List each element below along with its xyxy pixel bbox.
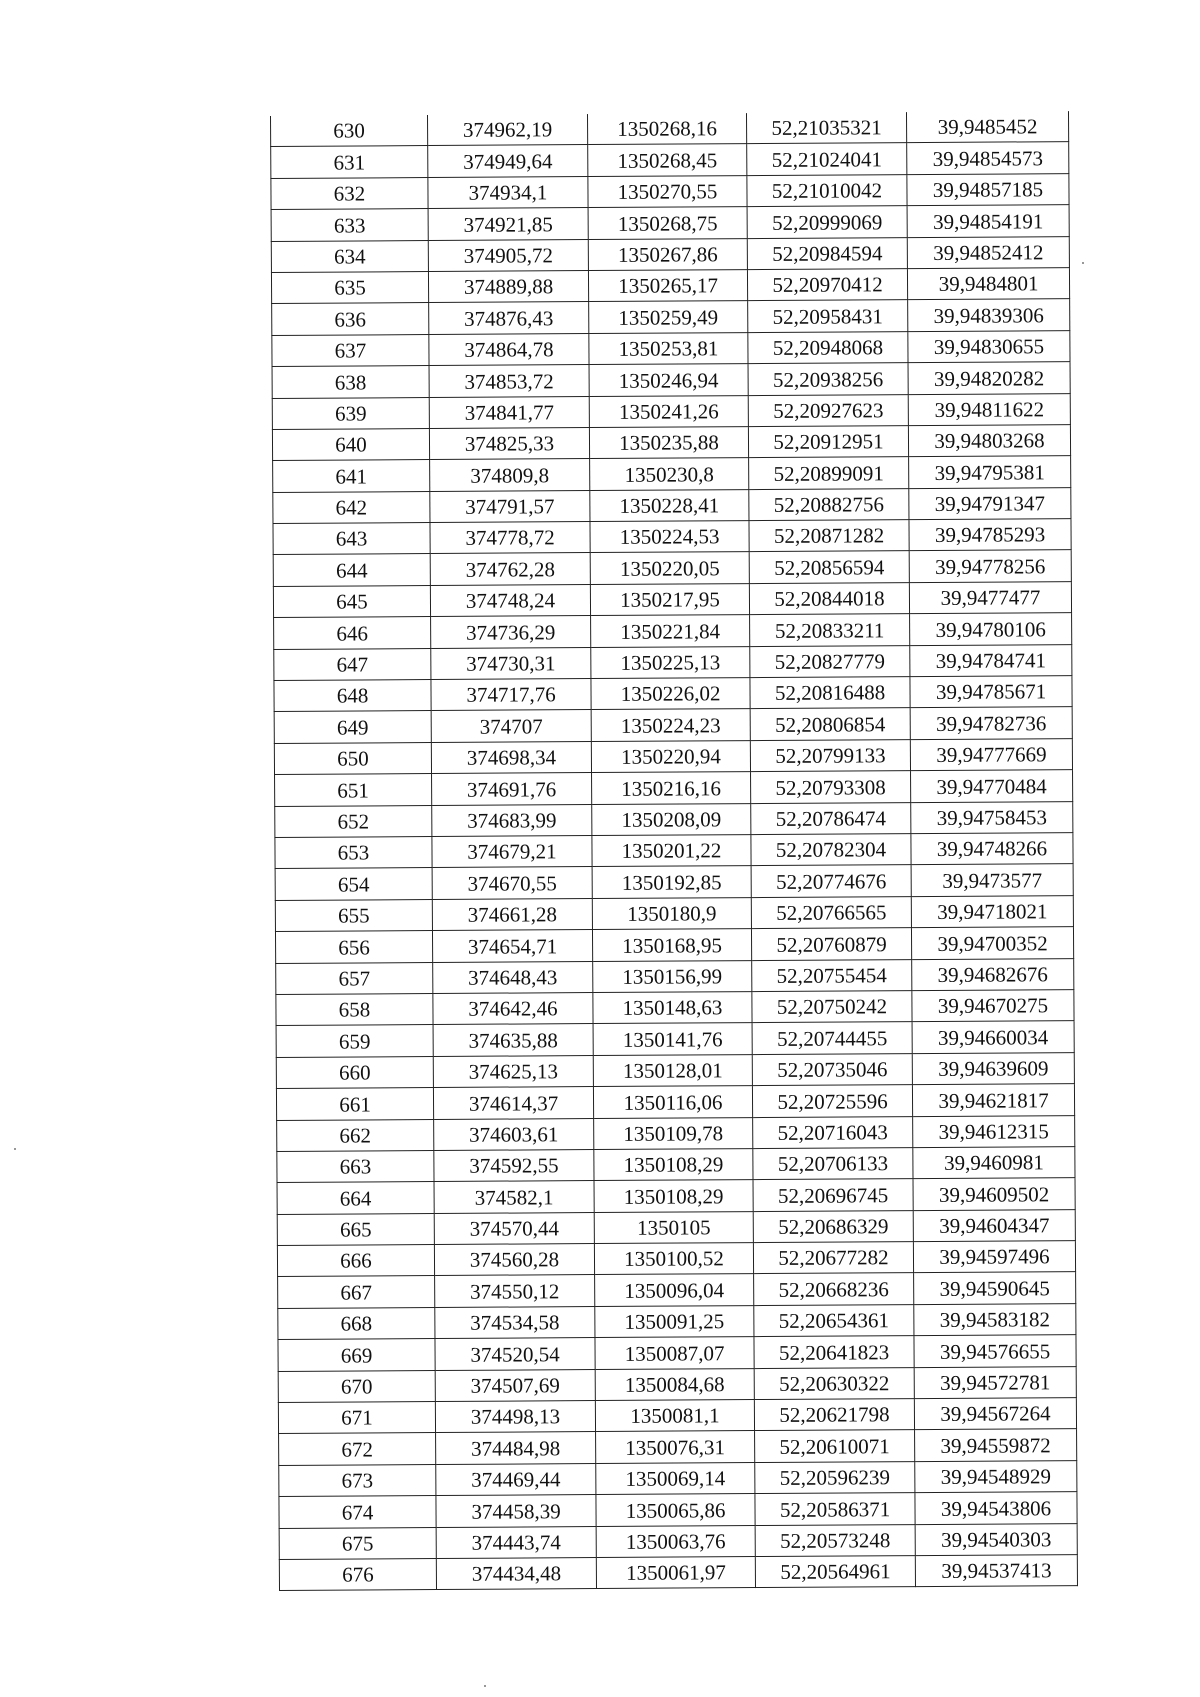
x-coordinate-cell: 374507,69 <box>435 1369 595 1401</box>
point-number-cell: 671 <box>278 1402 435 1434</box>
longitude-cell: 39,9484801 <box>907 268 1069 300</box>
longitude-cell: 39,9473577 <box>911 864 1073 896</box>
point-number-cell: 644 <box>273 554 430 586</box>
y-coordinate-cell: 1350156,99 <box>593 960 752 992</box>
point-number-cell: 636 <box>272 303 429 335</box>
point-number-cell: 632 <box>271 177 428 209</box>
x-coordinate-cell: 374520,54 <box>435 1338 595 1370</box>
x-coordinate-cell: 374570,44 <box>434 1212 594 1244</box>
latitude-cell: 52,20755454 <box>752 959 912 991</box>
table-row <box>273 519 1071 555</box>
table-row <box>279 1555 1077 1591</box>
x-coordinate-cell: 374707 <box>431 710 591 742</box>
point-number-cell: 655 <box>275 899 432 931</box>
point-number-cell: 640 <box>272 428 429 460</box>
latitude-cell: 52,20596239 <box>755 1461 915 1493</box>
latitude-cell: 52,21024041 <box>747 143 907 175</box>
x-coordinate-cell: 374748,24 <box>430 584 590 616</box>
table-row <box>277 1115 1075 1151</box>
x-coordinate-cell: 374864,78 <box>429 333 589 365</box>
table-row <box>277 1178 1075 1214</box>
point-number-cell: 648 <box>274 680 431 712</box>
longitude-cell: 39,94791347 <box>909 487 1071 519</box>
y-coordinate-cell: 1350270,55 <box>588 175 747 207</box>
coordinates-table <box>270 111 1078 1591</box>
longitude-cell: 39,94839306 <box>908 299 1070 331</box>
latitude-cell: 52,20621798 <box>754 1399 914 1431</box>
x-coordinate-cell: 374934,1 <box>428 176 588 208</box>
latitude-cell: 52,20668236 <box>754 1273 914 1305</box>
point-number-cell: 658 <box>276 993 433 1025</box>
table-row <box>271 111 1069 147</box>
x-coordinate-cell: 374434,48 <box>436 1558 596 1590</box>
longitude-cell: 39,94785671 <box>910 676 1072 708</box>
latitude-cell: 52,21035321 <box>746 112 906 144</box>
table-row <box>276 1084 1074 1120</box>
table-row <box>272 299 1070 335</box>
x-coordinate-cell: 374717,76 <box>431 679 591 711</box>
scan-speck <box>1082 262 1084 264</box>
latitude-cell: 52,20735046 <box>752 1053 912 1085</box>
table-row <box>278 1303 1076 1339</box>
latitude-cell: 52,20927623 <box>748 394 908 426</box>
x-coordinate-cell: 374484,98 <box>436 1432 596 1464</box>
point-number-cell: 634 <box>271 240 428 272</box>
latitude-cell: 52,20871282 <box>749 520 909 552</box>
point-number-cell: 630 <box>271 115 428 147</box>
x-coordinate-cell: 374921,85 <box>428 208 588 240</box>
point-number-cell: 642 <box>273 491 430 523</box>
x-coordinate-cell: 374809,8 <box>430 459 590 491</box>
longitude-cell: 39,94854573 <box>907 142 1069 174</box>
x-coordinate-cell: 374635,88 <box>433 1024 593 1056</box>
y-coordinate-cell: 1350061,97 <box>596 1557 755 1589</box>
table-row <box>275 770 1073 806</box>
latitude-cell: 52,20786474 <box>751 802 911 834</box>
y-coordinate-cell: 1350084,68 <box>595 1368 754 1400</box>
y-coordinate-cell: 1350096,04 <box>595 1274 754 1306</box>
longitude-cell: 39,94770484 <box>911 770 1073 802</box>
longitude-cell: 39,94583182 <box>914 1303 1076 1335</box>
y-coordinate-cell: 1350246,94 <box>589 364 748 396</box>
latitude-cell: 52,20686329 <box>753 1210 913 1242</box>
longitude-cell: 39,94820282 <box>908 362 1070 394</box>
longitude-cell: 39,94852412 <box>907 236 1069 268</box>
point-number-cell: 633 <box>271 209 428 241</box>
point-number-cell: 664 <box>277 1182 434 1214</box>
point-number-cell: 675 <box>279 1527 436 1559</box>
x-coordinate-cell: 374654,71 <box>432 930 592 962</box>
table-row <box>278 1335 1076 1371</box>
table-row <box>279 1492 1077 1528</box>
table-row <box>278 1366 1076 1402</box>
longitude-cell: 39,94795381 <box>909 456 1071 488</box>
longitude-cell: 39,94785293 <box>909 519 1071 551</box>
table-row <box>279 1460 1077 1496</box>
table-row <box>271 205 1069 241</box>
table-row <box>271 173 1069 209</box>
point-number-cell: 641 <box>273 460 430 492</box>
x-coordinate-cell: 374582,1 <box>434 1181 594 1213</box>
latitude-cell: 52,20774676 <box>751 865 911 897</box>
table-row <box>278 1272 1076 1308</box>
latitude-cell: 52,20912951 <box>748 426 908 458</box>
y-coordinate-cell: 1350128,01 <box>593 1054 752 1086</box>
point-number-cell: 635 <box>271 271 428 303</box>
point-number-cell: 638 <box>272 366 429 398</box>
latitude-cell: 52,20641823 <box>754 1336 914 1368</box>
point-number-cell: 673 <box>279 1464 436 1496</box>
y-coordinate-cell: 1350108,29 <box>594 1148 753 1180</box>
longitude-cell: 39,94803268 <box>908 425 1070 457</box>
y-coordinate-cell: 1350087,07 <box>595 1337 754 1369</box>
table-row <box>274 676 1072 712</box>
y-coordinate-cell: 1350268,45 <box>588 144 747 176</box>
point-number-cell: 668 <box>278 1307 435 1339</box>
longitude-cell: 39,94670275 <box>912 990 1074 1022</box>
table-row <box>279 1523 1077 1559</box>
y-coordinate-cell: 1350228,41 <box>590 489 749 521</box>
point-number-cell: 650 <box>274 742 431 774</box>
y-coordinate-cell: 1350253,81 <box>589 332 748 364</box>
longitude-cell: 39,94660034 <box>912 1021 1074 1053</box>
table-row <box>277 1241 1075 1277</box>
x-coordinate-cell: 374905,72 <box>428 239 588 271</box>
latitude-cell: 52,20799133 <box>750 739 910 771</box>
x-coordinate-cell: 374736,29 <box>431 616 591 648</box>
table-row <box>277 1146 1075 1182</box>
table-row <box>275 801 1073 837</box>
longitude-cell: 39,9460981 <box>913 1146 1075 1178</box>
latitude-cell: 52,20716043 <box>753 1116 913 1148</box>
table-row <box>275 864 1073 900</box>
point-number-cell: 652 <box>275 805 432 837</box>
table-row <box>273 550 1071 586</box>
longitude-cell: 39,94758453 <box>911 801 1073 833</box>
latitude-cell: 52,20856594 <box>749 551 909 583</box>
y-coordinate-cell: 1350265,17 <box>588 270 747 302</box>
longitude-cell: 39,9477477 <box>909 581 1071 613</box>
table-row <box>271 268 1069 304</box>
y-coordinate-cell: 1350224,53 <box>590 521 749 553</box>
y-coordinate-cell: 1350063,76 <box>596 1525 755 1557</box>
y-coordinate-cell: 1350100,52 <box>594 1243 753 1275</box>
longitude-cell: 39,94682676 <box>912 958 1074 990</box>
y-coordinate-cell: 1350065,86 <box>596 1494 755 1526</box>
y-coordinate-cell: 1350108,29 <box>594 1180 753 1212</box>
table-row <box>272 393 1070 429</box>
x-coordinate-cell: 374458,39 <box>436 1495 596 1527</box>
table-row <box>275 895 1073 931</box>
longitude-cell: 39,94639609 <box>912 1052 1074 1084</box>
longitude-cell: 39,94567264 <box>914 1398 1076 1430</box>
table-row <box>274 738 1072 774</box>
x-coordinate-cell: 374670,55 <box>432 867 592 899</box>
latitude-cell: 52,20706133 <box>753 1147 913 1179</box>
x-coordinate-cell: 374560,28 <box>434 1244 594 1276</box>
latitude-cell: 52,20696745 <box>753 1179 913 1211</box>
longitude-cell: 39,94854191 <box>907 205 1069 237</box>
point-number-cell: 651 <box>275 774 432 806</box>
y-coordinate-cell: 1350268,16 <box>587 113 746 145</box>
y-coordinate-cell: 1350230,8 <box>590 458 749 490</box>
latitude-cell: 52,20882756 <box>749 488 909 520</box>
y-coordinate-cell: 1350268,75 <box>588 207 747 239</box>
latitude-cell: 52,20948068 <box>748 331 908 363</box>
latitude-cell: 52,20750242 <box>752 991 912 1023</box>
x-coordinate-cell: 374730,31 <box>431 647 591 679</box>
longitude-cell: 39,94621817 <box>912 1084 1074 1116</box>
x-coordinate-cell: 374498,13 <box>435 1401 595 1433</box>
point-number-cell: 657 <box>276 962 433 994</box>
latitude-cell: 52,20630322 <box>754 1367 914 1399</box>
point-number-cell: 661 <box>276 1088 433 1120</box>
x-coordinate-cell: 374550,12 <box>435 1275 595 1307</box>
y-coordinate-cell: 1350220,94 <box>591 740 750 772</box>
y-coordinate-cell: 1350226,02 <box>591 678 750 710</box>
longitude-cell: 39,94780106 <box>910 613 1072 645</box>
latitude-cell: 52,20586371 <box>755 1493 915 1525</box>
y-coordinate-cell: 1350192,85 <box>592 866 751 898</box>
table-row <box>272 425 1070 461</box>
scan-speck <box>484 1685 486 1687</box>
x-coordinate-cell: 374592,55 <box>434 1149 594 1181</box>
y-coordinate-cell: 1350201,22 <box>592 835 751 867</box>
y-coordinate-cell: 1350168,95 <box>592 929 751 961</box>
table-row <box>276 990 1074 1026</box>
longitude-cell: 39,94857185 <box>907 173 1069 205</box>
table-row <box>273 487 1071 523</box>
point-number-cell: 647 <box>274 648 431 680</box>
longitude-cell: 39,94537413 <box>915 1555 1077 1587</box>
latitude-cell: 52,20760879 <box>751 928 911 960</box>
x-coordinate-cell: 374469,44 <box>436 1463 596 1495</box>
longitude-cell: 39,94612315 <box>913 1115 1075 1147</box>
x-coordinate-cell: 374679,21 <box>432 836 592 868</box>
longitude-cell: 39,94784741 <box>910 644 1072 676</box>
longitude-cell: 39,94782736 <box>910 707 1072 739</box>
point-number-cell: 660 <box>276 1056 433 1088</box>
x-coordinate-cell: 374642,46 <box>433 992 593 1024</box>
table-row <box>275 833 1073 869</box>
table-row <box>277 1209 1075 1245</box>
table-row <box>274 707 1072 743</box>
x-coordinate-cell: 374853,72 <box>429 365 589 397</box>
point-number-cell: 663 <box>277 1150 434 1182</box>
point-number-cell: 667 <box>278 1276 435 1308</box>
longitude-cell: 39,94548929 <box>915 1460 1077 1492</box>
latitude-cell: 52,20970412 <box>747 269 907 301</box>
x-coordinate-cell: 374949,64 <box>428 145 588 177</box>
latitude-cell: 52,20999069 <box>747 206 907 238</box>
y-coordinate-cell: 1350225,13 <box>591 646 750 678</box>
y-coordinate-cell: 1350105 <box>594 1211 753 1243</box>
latitude-cell: 52,20827779 <box>750 645 910 677</box>
x-coordinate-cell: 374683,99 <box>432 804 592 836</box>
latitude-cell: 52,20899091 <box>749 457 909 489</box>
latitude-cell: 52,20610071 <box>755 1430 915 1462</box>
y-coordinate-cell: 1350081,1 <box>595 1400 754 1432</box>
x-coordinate-cell: 374778,72 <box>430 522 590 554</box>
x-coordinate-cell: 374889,88 <box>428 271 588 303</box>
y-coordinate-cell: 1350076,31 <box>596 1431 755 1463</box>
point-number-cell: 637 <box>272 334 429 366</box>
longitude-cell: 39,94559872 <box>915 1429 1077 1461</box>
y-coordinate-cell: 1350180,9 <box>592 897 751 929</box>
table-row <box>276 1021 1074 1057</box>
point-number-cell: 672 <box>279 1433 436 1465</box>
x-coordinate-cell: 374443,74 <box>436 1526 596 1558</box>
table-row <box>274 613 1072 649</box>
y-coordinate-cell: 1350259,49 <box>589 301 748 333</box>
y-coordinate-cell: 1350109,78 <box>594 1117 753 1149</box>
point-number-cell: 639 <box>272 397 429 429</box>
point-number-cell: 649 <box>274 711 431 743</box>
longitude-cell: 39,94700352 <box>911 927 1073 959</box>
x-coordinate-cell: 374625,13 <box>433 1055 593 1087</box>
point-number-cell: 653 <box>275 837 432 869</box>
point-number-cell: 659 <box>276 1025 433 1057</box>
longitude-cell: 39,94543806 <box>915 1492 1077 1524</box>
latitude-cell: 52,20833211 <box>750 614 910 646</box>
latitude-cell: 52,20938256 <box>748 363 908 395</box>
latitude-cell: 52,20766565 <box>751 896 911 928</box>
table-row <box>272 330 1070 366</box>
longitude-cell: 39,9485452 <box>906 111 1068 143</box>
longitude-cell: 39,94576655 <box>914 1335 1076 1367</box>
longitude-cell: 39,94604347 <box>913 1209 1075 1241</box>
table-row <box>271 142 1069 178</box>
y-coordinate-cell: 1350069,14 <box>596 1462 755 1494</box>
x-coordinate-cell: 374762,28 <box>430 553 590 585</box>
x-coordinate-cell: 374603,61 <box>434 1118 594 1150</box>
x-coordinate-cell: 374648,43 <box>433 961 593 993</box>
longitude-cell: 39,94830655 <box>908 330 1070 362</box>
latitude-cell: 52,20573248 <box>755 1524 915 1556</box>
y-coordinate-cell: 1350267,86 <box>588 238 747 270</box>
y-coordinate-cell: 1350148,63 <box>593 992 752 1024</box>
x-coordinate-cell: 374962,19 <box>427 114 587 146</box>
coordinates-table-body <box>271 111 1078 1591</box>
table-row <box>272 362 1070 398</box>
point-number-cell: 674 <box>279 1496 436 1528</box>
latitude-cell: 52,20782304 <box>751 834 911 866</box>
table-row <box>276 958 1074 994</box>
longitude-cell: 39,94597496 <box>913 1241 1075 1273</box>
y-coordinate-cell: 1350241,26 <box>589 395 748 427</box>
longitude-cell: 39,94718021 <box>911 895 1073 927</box>
x-coordinate-cell: 374876,43 <box>429 302 589 334</box>
x-coordinate-cell: 374698,34 <box>431 741 591 773</box>
point-number-cell: 643 <box>273 523 430 555</box>
table-row <box>276 1052 1074 1088</box>
longitude-cell: 39,94777669 <box>910 738 1072 770</box>
x-coordinate-cell: 374825,33 <box>429 427 589 459</box>
y-coordinate-cell: 1350235,88 <box>589 426 748 458</box>
latitude-cell: 52,20844018 <box>749 582 909 614</box>
x-coordinate-cell: 374661,28 <box>432 898 592 930</box>
y-coordinate-cell: 1350091,25 <box>595 1305 754 1337</box>
longitude-cell: 39,94540303 <box>915 1523 1077 1555</box>
x-coordinate-cell: 374791,57 <box>430 490 590 522</box>
longitude-cell: 39,94590645 <box>914 1272 1076 1304</box>
latitude-cell: 52,20744455 <box>752 1022 912 1054</box>
point-number-cell: 670 <box>278 1370 435 1402</box>
table-row <box>278 1398 1076 1434</box>
y-coordinate-cell: 1350216,16 <box>592 772 751 804</box>
x-coordinate-cell: 374841,77 <box>429 396 589 428</box>
table-row <box>273 456 1071 492</box>
latitude-cell: 52,20816488 <box>750 677 910 709</box>
table-row <box>271 236 1069 272</box>
x-coordinate-cell: 374691,76 <box>432 773 592 805</box>
scan-speck <box>14 1148 16 1150</box>
point-number-cell: 665 <box>277 1213 434 1245</box>
point-number-cell: 662 <box>277 1119 434 1151</box>
table-row <box>274 644 1072 680</box>
y-coordinate-cell: 1350116,06 <box>593 1086 752 1118</box>
latitude-cell: 52,20564961 <box>755 1556 915 1588</box>
y-coordinate-cell: 1350217,95 <box>590 583 749 615</box>
y-coordinate-cell: 1350208,09 <box>592 803 751 835</box>
latitude-cell: 52,21010042 <box>747 174 907 206</box>
y-coordinate-cell: 1350221,84 <box>591 615 750 647</box>
latitude-cell: 52,20958431 <box>748 300 908 332</box>
latitude-cell: 52,20984594 <box>747 237 907 269</box>
table-row <box>275 927 1073 963</box>
latitude-cell: 52,20806854 <box>750 708 910 740</box>
x-coordinate-cell: 374534,58 <box>435 1306 595 1338</box>
x-coordinate-cell: 374614,37 <box>433 1087 593 1119</box>
point-number-cell: 631 <box>271 146 428 178</box>
longitude-cell: 39,94811622 <box>908 393 1070 425</box>
y-coordinate-cell: 1350220,05 <box>590 552 749 584</box>
point-number-cell: 646 <box>274 617 431 649</box>
longitude-cell: 39,94778256 <box>909 550 1071 582</box>
point-number-cell: 654 <box>275 868 432 900</box>
y-coordinate-cell: 1350224,23 <box>591 709 750 741</box>
point-number-cell: 676 <box>279 1558 436 1590</box>
point-number-cell: 669 <box>278 1339 435 1371</box>
longitude-cell: 39,94572781 <box>914 1366 1076 1398</box>
table-row <box>279 1429 1077 1465</box>
point-number-cell: 666 <box>277 1245 434 1277</box>
longitude-cell: 39,94609502 <box>913 1178 1075 1210</box>
longitude-cell: 39,94748266 <box>911 833 1073 865</box>
point-number-cell: 656 <box>275 931 432 963</box>
latitude-cell: 52,20654361 <box>754 1304 914 1336</box>
latitude-cell: 52,20793308 <box>751 771 911 803</box>
latitude-cell: 52,20677282 <box>753 1242 913 1274</box>
point-number-cell: 645 <box>273 585 430 617</box>
y-coordinate-cell: 1350141,76 <box>593 1023 752 1055</box>
table-row <box>273 581 1071 617</box>
latitude-cell: 52,20725596 <box>752 1085 912 1117</box>
